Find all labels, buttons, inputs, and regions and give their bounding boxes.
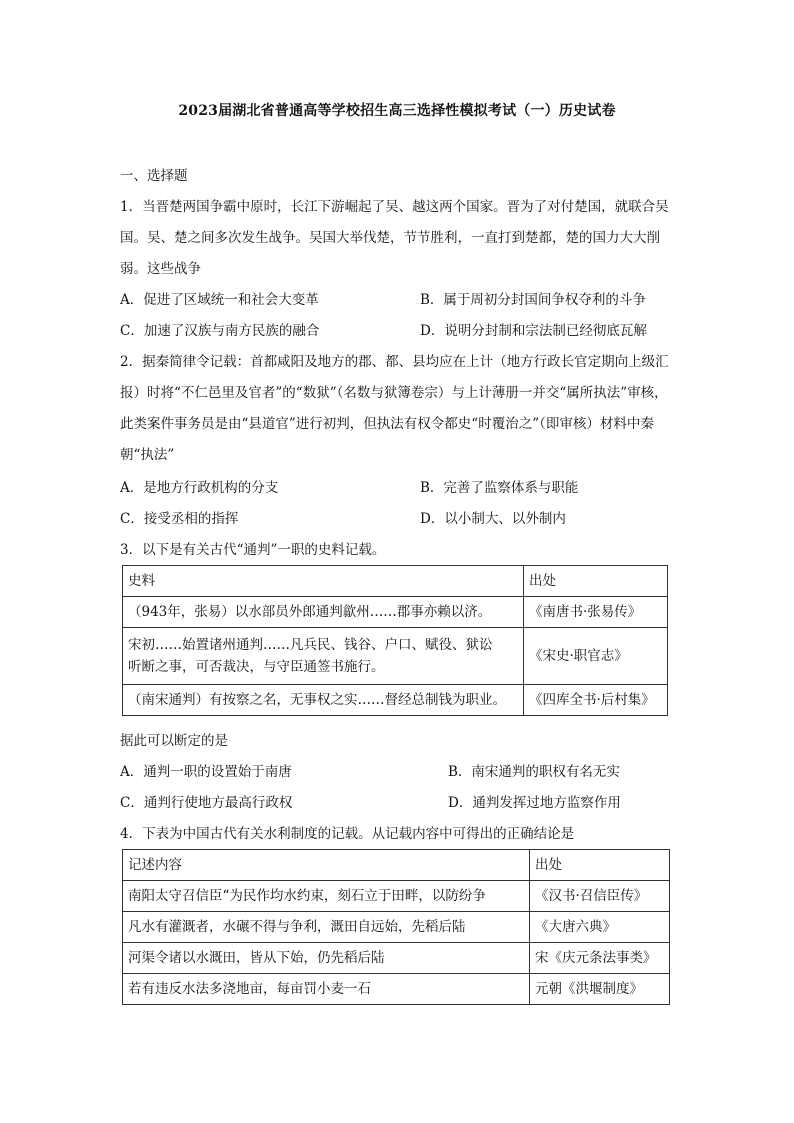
q4-row2-source: 《大唐六典》 [530, 912, 670, 943]
q1-option-a[interactable]: A．促进了区域统一和社会大变革 [120, 292, 319, 308]
table-row [123, 881, 670, 912]
q2-stem: 2．据秦简律令记载：首都咸阳及地方的郡、都、县均应在上计（地方行政长官定期向上级汇报）时将“不仁邑里及官者”的“数狱”（名数与狱簿卷宗）与上计薄册一并交“属所执法”审核，此类案件事务员是由“县道官”进行初判，但执法有权令都史“时覆治之”（即审核）材料中秦朝“执法” [120, 354, 669, 463]
q4-row4-text: 若有违反水法多浇地亩，每亩罚小麦一石 [123, 974, 530, 1005]
exam-title: 2023届湖北省普通高等学校招生高三选择性模拟考试（一）历史试卷 [178, 103, 616, 119]
q2-option-d[interactable]: D．以小制大、以外制内 [420, 511, 566, 527]
table-header-row [123, 566, 668, 597]
q3-source-table [122, 565, 668, 716]
table-header-row [123, 850, 670, 881]
q4-source-table [122, 849, 670, 1005]
q3-row3-source: 《四库全书·后村集》 [524, 685, 668, 716]
q2-option-c[interactable]: C．接受丞相的指挥 [120, 511, 239, 527]
q3-header-source-text: 史料 [123, 566, 524, 597]
q3-row2-source: 《宋史·职官志》 [524, 628, 668, 685]
table-row [123, 912, 670, 943]
q3-row2-text-line1: 宋初……始置诸州通判……凡兵民、钱谷、户口、赋役、狱讼 [128, 637, 493, 653]
table-row [123, 974, 670, 1005]
q1-stem: 1．当晋楚两国争霸中原时，长江下游崛起了吴、越这两个国家。晋为了对付楚国，就联合吴国。吴、楚之间多次发生战争。吴国大举伐楚，节节胜利，一直打到楚都，楚的国力大大削弱。这些战争 [120, 199, 669, 277]
q3-row1-source: 《南唐书·张易传》 [524, 597, 668, 628]
q3-row1-text: （943年，张易）以水部员外郎通判歙州……郡事亦赖以济。 [123, 597, 524, 628]
q3-row3-text: （南宋通判）有按察之名，无事权之实……督经总制钱为职业。 [123, 685, 524, 716]
q2-option-b[interactable]: B．完善了监察体系与职能 [420, 480, 579, 496]
table-row [123, 685, 668, 716]
q3-option-b[interactable]: B．南宋通判的职权有名无实 [448, 764, 620, 780]
q4-row3-source: 宋《庆元条法事类》 [530, 943, 670, 974]
q3-row2-text [123, 628, 524, 685]
q4-row1-text: 南阳太守召信臣“为民作均水约束，刻石立于田畔，以防纷争 [123, 881, 530, 912]
q3-option-c[interactable]: C．通判行使地方最高行政权 [120, 795, 293, 811]
q1-option-b[interactable]: B．属于周初分封国间争权夺利的斗争 [420, 292, 646, 308]
q2-option-a[interactable]: A．是地方行政机构的分支 [120, 480, 279, 496]
table-row [123, 943, 670, 974]
q3-header-origin: 出处 [524, 566, 668, 597]
q3-option-d[interactable]: D．通判发挥过地方监察作用 [448, 795, 621, 811]
section-heading: 一、选择题 [120, 168, 188, 184]
table-row [123, 597, 668, 628]
q4-row4-source: 元朝《洪堰制度》 [530, 974, 670, 1005]
q1-option-d[interactable]: D．说明分封制和宗法制已经彻底瓦解 [420, 323, 647, 339]
q1-option-c[interactable]: C．加速了汉族与南方民族的融合 [120, 323, 320, 339]
q4-header-origin: 出处 [530, 850, 670, 881]
q3-stem: 3．以下是有关古代“通判”一职的史料记载。 [120, 542, 386, 558]
q3-row2-text-line2: 听断之事，可否裁决，与守臣通签书施行。 [128, 659, 385, 675]
q4-header-content: 记述内容 [123, 850, 530, 881]
q4-stem: 4．下表为中国古代有关水利制度的记载。从记载内容中可得出的正确结论是 [120, 826, 575, 842]
q4-row3-text: 河渠令诸以水溉田，皆从下始，仍先稻后陆 [123, 943, 530, 974]
table-row [123, 628, 668, 685]
q3-option-a[interactable]: A．通判一职的设置始于南唐 [120, 764, 292, 780]
q4-row2-text: 凡水有灌溉者，水碾不得与争利，溉田自远始，先稻后陆 [123, 912, 530, 943]
q4-row1-source: 《汉书·召信臣传》 [530, 881, 670, 912]
q3-after-text: 据此可以断定的是 [120, 733, 228, 749]
